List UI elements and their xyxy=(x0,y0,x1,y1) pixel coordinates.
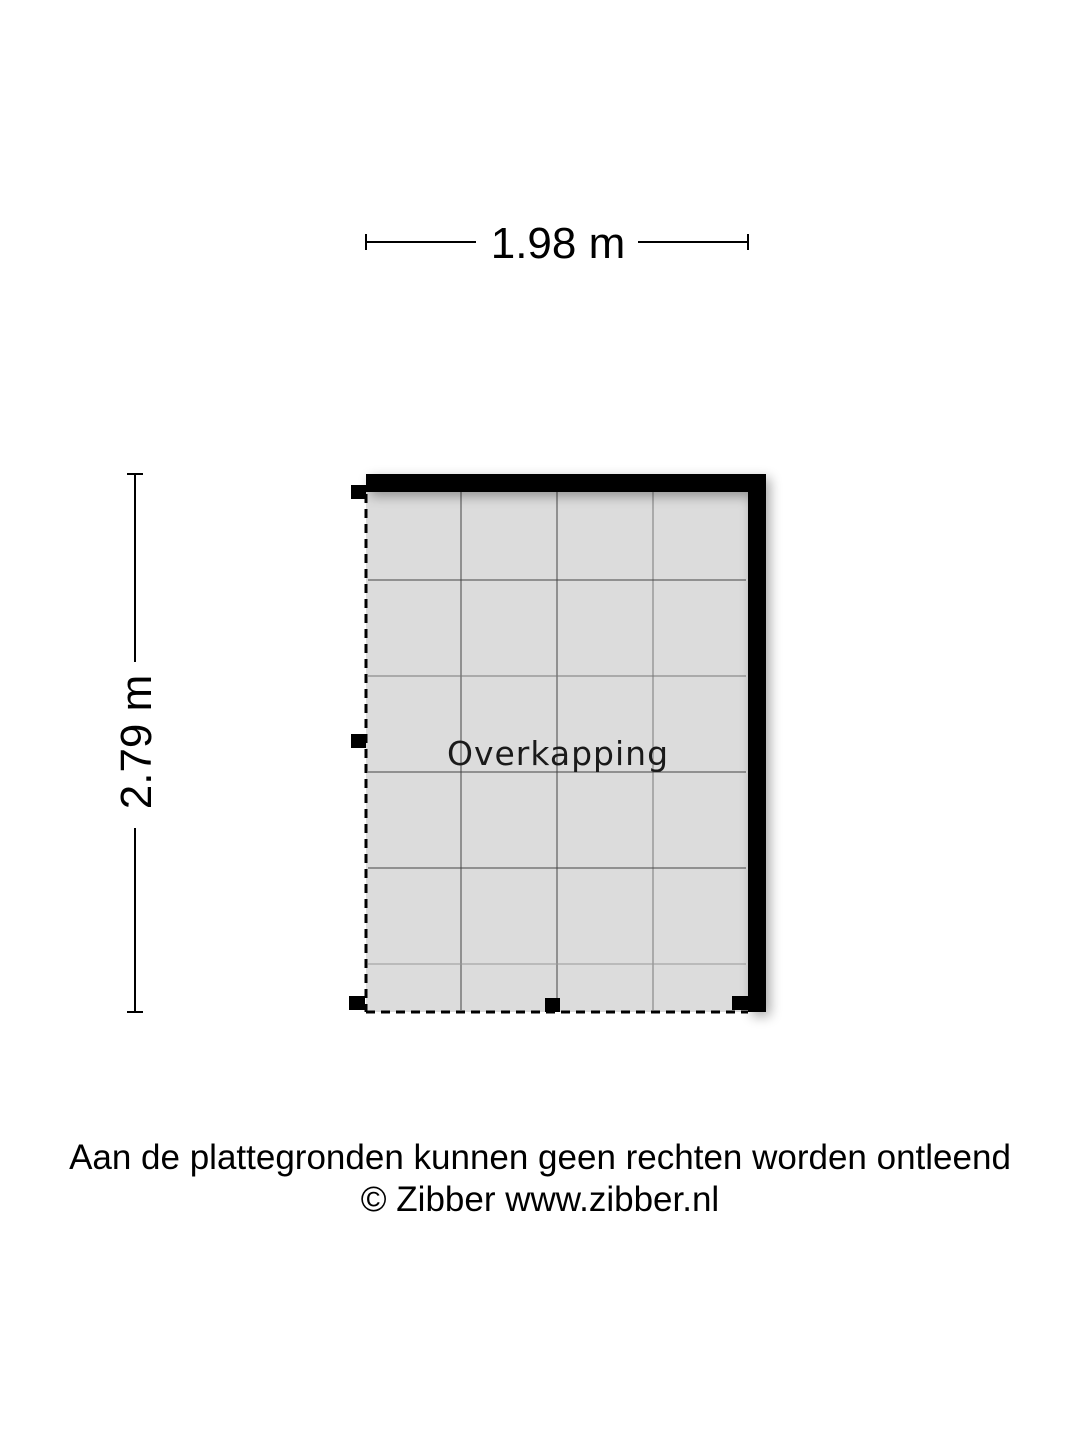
disclaimer-text: Aan de plattegronden kunnen geen rechten worden ontleend xyxy=(69,1138,1011,1177)
height-dimension xyxy=(112,474,161,1012)
post-mid-left xyxy=(351,734,366,748)
height-label: 2.79 m xyxy=(112,674,161,810)
width-dimension xyxy=(366,219,748,268)
room-label: Overkapping xyxy=(446,734,670,773)
copyright-text: © Zibber www.zibber.nl xyxy=(360,1180,720,1219)
right-wall xyxy=(748,474,766,1012)
post-bottom-mid xyxy=(545,998,560,1012)
post-bottom-left xyxy=(349,996,365,1010)
width-label: 1.98 m xyxy=(490,219,626,268)
post-bottom-right xyxy=(732,996,748,1010)
top-wall xyxy=(366,474,766,492)
post-top-left xyxy=(351,485,366,499)
room-overkapping xyxy=(349,474,766,1012)
